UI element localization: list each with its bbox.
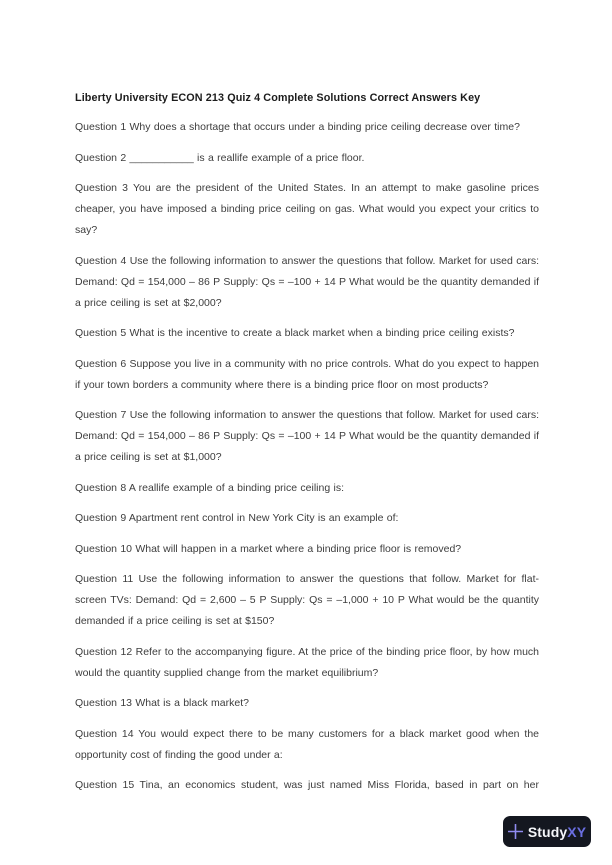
brand-name [528, 825, 586, 839]
question-7: Question 7 Use the following information to answer the questions that follow. Market for used cars: Demand: Qd = 154,000 – 86 P Supply: Qs = –100 + 14 P What would be the quantity demanded if a price ceiling is set at $1,000? [75, 409, 539, 463]
question-6: Question 6 Suppose you live in a community with no price controls. What do you expect to happen if your town borders a community where there is a binding price floor on most products? [75, 357, 539, 391]
question-1: Question 1 Why does a shortage that occurs under a binding price ceiling decrease over time? [75, 121, 520, 133]
question-15: Question 15 Tina, an economics student, was just named Miss Florida, based in part on her [75, 779, 539, 791]
question-8: Question 8 A reallife example of a binding price ceiling is: [75, 481, 344, 494]
question-10: Question 10 What will happen in a market where a binding price floor is removed? [75, 542, 462, 555]
question-11: Question 11 Use the following information to answer the questions that follow. Market for flat-screen TVs: Demand: Qd = 2,600 – 5 P Supply: Qs = –1,000 + 10 P What would be the quantity demanded if a price ceiling is set at $150? [75, 573, 539, 627]
question-2: Question 2 ___________ is a reallife example of a price floor. [75, 151, 365, 164]
question-13: Question 13 What is a black market? [75, 697, 249, 709]
question-5: Question 5 What is the incentive to create a black market when a binding price ceiling exists? [75, 327, 515, 339]
question-14: Question 14 You would expect there to be many customers for a black market good when the opportunity cost of finding the good under a: [75, 727, 539, 761]
document-title: Liberty University ECON 213 Quiz 4 Complete Solutions Correct Answers Key [75, 92, 481, 104]
brand-name-primary: Study [527, 823, 568, 840]
question-12: Question 12 Refer to the accompanying figure. At the price of the binding price floor, by how much would the quantity supplied change from the market equilibrium? [75, 645, 539, 679]
plus-icon [508, 824, 523, 839]
question-9: Question 9 Apartment rent control in New York City is an example of: [75, 512, 399, 524]
question-3: Question 3 You are the president of the United States. In an attempt to make gasoline prices cheaper, you have imposed a binding price ceiling on gas. What would you expect your critics to say? [75, 182, 539, 236]
brand-name-accent: XY [567, 823, 587, 840]
studyxy-brand-badge[interactable] [503, 816, 591, 847]
document-content [75, 88, 539, 796]
question-4: Question 4 Use the following information to answer the questions that follow. Market for used cars: Demand: Qd = 154,000 – 86 P Supply: Qs = –100 + 14 P What would be the quantity demanded if a price ceiling is set at $2,000? [75, 254, 539, 309]
